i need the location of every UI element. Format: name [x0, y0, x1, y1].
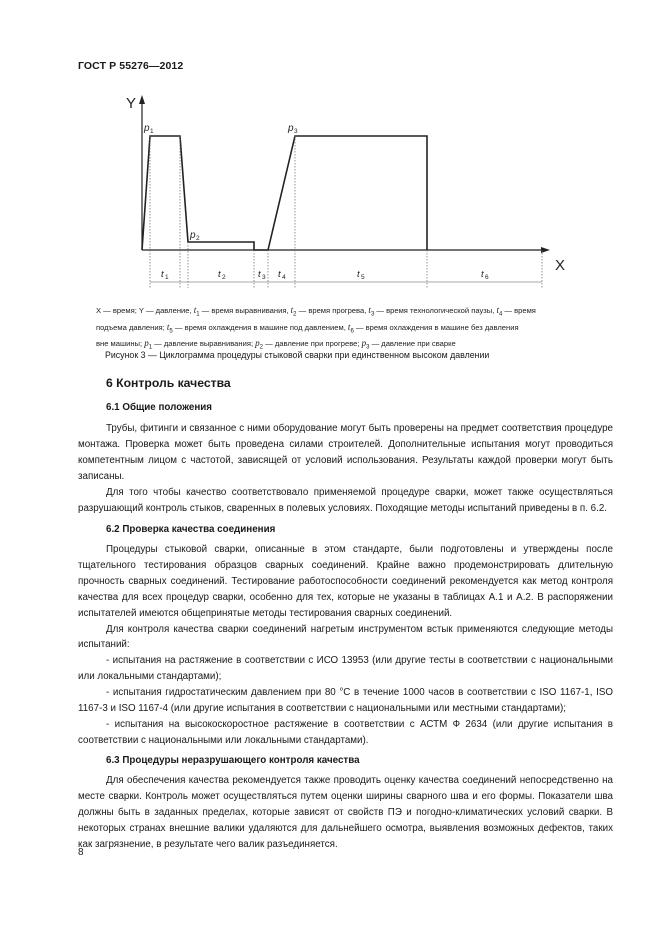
legend-line-3: вне машины; $p_1$ — давление выравнивания; $p_2$ — давление при прогреве; $p_3$ — давление при сварке — [96, 338, 456, 351]
pressure-curve — [142, 136, 427, 250]
svg-text:2: 2 — [196, 235, 200, 242]
section-6-2-title: 6.2 Проверка качества соединения — [106, 524, 276, 535]
label-t2 — [218, 269, 226, 281]
svg-text:3: 3 — [262, 274, 266, 281]
paragraph: Для того чтобы качество соответствовало применяемой процедуре сварки, может также осуществляться разрушающий контроль стыков, сваренных в полевых условиях. Походящие методы испытаний приведены в п. 6.2. — [78, 486, 613, 514]
cyclogram-figure — [0, 0, 661, 300]
label-t1 — [161, 269, 169, 281]
section-6-2-body — [78, 542, 613, 749]
paragraph: Для контроля качества сварки соединений нагретым инструментом встык применяются следующие методы испытаний: — [78, 623, 613, 651]
svg-text:3: 3 — [294, 128, 298, 135]
section-6-title: 6 Контроль качества — [106, 376, 231, 390]
section-6-3-body — [78, 773, 613, 853]
svg-text:1: 1 — [150, 128, 154, 135]
svg-text:t: t — [357, 269, 360, 280]
time-dividers — [150, 136, 542, 288]
svg-text:t: t — [258, 269, 261, 280]
label-t3 — [258, 269, 266, 281]
svg-text:2: 2 — [222, 274, 226, 281]
label-p3 — [287, 123, 298, 135]
svg-text:p: p — [144, 123, 150, 134]
svg-text:4: 4 — [282, 274, 286, 281]
legend-line-2: подъема давления; $t_5$ — время охлаждения в машине под давлением, $t_6$ — время охлаждения в машине без давления — [96, 321, 519, 335]
list-item: - испытания на высокоскоростное растяжение в соответствии с АСТМ Ф 2634 (или другие испытания в соответствии с национальными или локальными стандартами). — [78, 718, 613, 746]
svg-text:1: 1 — [165, 274, 169, 281]
y-axis-arrow — [139, 95, 145, 104]
svg-text:t: t — [161, 269, 164, 280]
section-6-1-title: 6.1 Общие положения — [106, 402, 213, 413]
x-axis-label: X — [555, 257, 566, 274]
svg-text:t: t — [481, 269, 484, 280]
svg-text:t: t — [278, 269, 281, 280]
list-item: - испытания гидростатическим давлением при 80 °С в течение 1000 часов в соответствии с ISO 1167-1, ISO 1167-3 и ISO 1167-4 (или другие испытания в соответствии с национальными или местными стандартами); — [78, 687, 613, 715]
svg-text:t: t — [218, 269, 221, 280]
svg-text:6: 6 — [485, 274, 489, 281]
legend-line-1: X — время; Y — давление, $t_1$ — время выравнивания, $t_2$ — время прогрева, $t_3$ — время технологической паузы, $t_4$ — время — [96, 305, 536, 318]
list-item: - испытания на растяжение в соответствии с ИСО 13953 (или другие тесты в соответствии с национальными или локальными стандартами); — [78, 655, 613, 683]
paragraph: Процедуры стыковой сварки, описанные в этом стандарте, были подготовлены и утверждены после тщательного тестирования образцов сварных соединений. Крайне важно продемонстрировать длительную прочность сварных соединений. Тестирование работоспособности соединений рекомендуется как метод контроля качества для всех процедур сварки, особенно для тех, которые не указаны в таблицах А.1 и А.2. В распоряжении испытателей имеются общепринятые методы тестирования сварных соединений. — [78, 544, 613, 619]
y-axis-label: Y — [126, 95, 137, 112]
figure-legend — [96, 304, 606, 354]
label-p2 — [189, 230, 200, 242]
svg-text:5: 5 — [361, 274, 365, 281]
label-p1 — [143, 123, 154, 135]
section-6-3-title: 6.3 Процедуры неразрушающего контроля качества — [106, 755, 360, 766]
document-header: ГОСТ Р 55276—2012 — [78, 60, 184, 72]
section-6-1-body — [78, 421, 613, 516]
label-t4 — [278, 269, 286, 281]
page-number: 8 — [78, 847, 84, 858]
svg-text:p: p — [190, 230, 196, 241]
svg-text:p: p — [288, 123, 294, 134]
label-t6 — [481, 269, 489, 281]
paragraph: Для обеспечения качества рекомендуется также проводить оценку качества соединений непосредственно на месте сварки. Контроль может осуществляться путем оценки ширины сварного шва и его формы. Показатели шва должны быть в заданных пределах, которые зависят от свойств ПЭ и погодно-климатических условий сварки. В некоторых странах внешние валики удаляются для дальнейшего осмотра, выявления возможных дефектов, таких как загрязнение, в результате чего валик разъединяется. — [78, 775, 613, 850]
paragraph: Трубы, фитинги и связанное с ними оборудование могут быть проверены на предмет соответствия процедуре монтажа. Проверка может быть проведена силами строителей. Дополнительные испытания могут проводиться компетентным лицом с частотой, зависящей от условий использования. Результаты каждой проверки могут быть записаны. — [78, 423, 613, 482]
label-t5 — [357, 269, 365, 281]
figure-caption: Рисунок 3 — Циклограмма процедуры стыковой сварки при единственном высоком давлении — [105, 350, 490, 360]
